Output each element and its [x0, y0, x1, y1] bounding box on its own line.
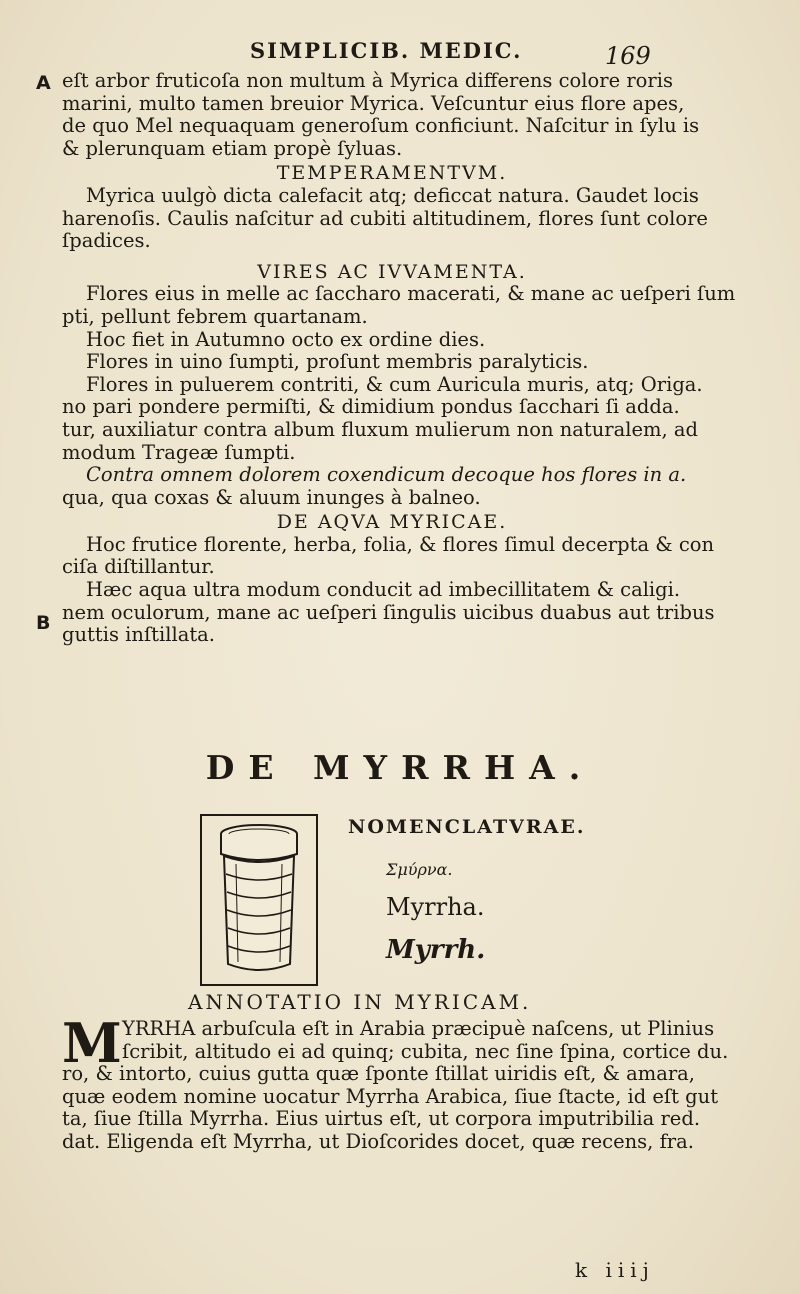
greek-name: Σμύρνα. [386, 860, 453, 879]
heading-temperamentum: TEMPERAMENTVM. [276, 162, 508, 185]
latin-name: Myrrha. [386, 893, 485, 921]
text-line: Flores eius in melle ac ſaccharo macerati, & mane ac ueſperi ſum [86, 282, 736, 306]
page-number: 169 [605, 42, 651, 70]
text-line: Flores in uino ſumpti, proſunt membris paralyticis. [86, 350, 589, 374]
heading-aqua: DE AQVA MYRICAE. [276, 511, 508, 534]
text-line: Myrica uulgò dicta calefacit atq; deficcat natura. Gaudet locis [86, 183, 699, 207]
margin-note-b: B [36, 612, 51, 634]
drop-cap: M [62, 1011, 122, 1075]
text-line: eſt arbor fruticoſa non multum à Myrica differens colore roris [62, 69, 673, 92]
text-line: ta, ſiue ſtilla Myrrha. Eius uirtus eſt, ut corpora imputribilia red. [62, 1107, 701, 1131]
running-head: SIMPLICIB. MEDIC. [250, 38, 523, 63]
text-line: & plerunquam etiam propè ſyluas. [62, 136, 403, 160]
text-line: Hæc aqua ultra modum conducit ad imbecillitatem & caligi. [86, 578, 681, 602]
section-title-myrrha: DE MYRRHA. [205, 748, 595, 787]
text-line: tur, auxiliatur contra album fluxum mulierum non naturalem, ad [62, 417, 698, 441]
myrrha-jar-woodcut [200, 814, 318, 986]
text-line: Flores in puluerem contriti, & cum Auricula muris, atq; Origa. [86, 372, 703, 396]
heading-vires: VIRES AC IVVAMENTA. [257, 260, 527, 283]
text-line: de quo Mel nequaquam generoſum conficiunt. Naſcitur in ſylu is [62, 114, 700, 138]
jar-illustration [200, 814, 318, 986]
text-line: Hoc frutice florente, herba, folia, & flores ſimul decerpta & con [86, 532, 715, 556]
text-line: Contra omnem dolorem coxendicum decoque hos flores in a. [86, 463, 687, 487]
text-line: ſcribit, altitudo ei ad quinq; cubita, nec ſine ſpina, cortice du. [122, 1039, 729, 1063]
german-name: Myrrh. [386, 935, 486, 965]
signature-mark: k iiij [575, 1258, 655, 1282]
text-line: ro, & intorto, cuius gutta quæ ſponte ſtillat uiridis eſt, & amara, [62, 1062, 695, 1086]
text-line: ciſa diſtillantur. [62, 555, 215, 579]
text-block-myrrha [62, 1011, 730, 1154]
text-line: nem oculorum, mane ac ueſperi ſingulis uicibus duabus aut tribus [62, 600, 715, 624]
text-line: modum Trageæ ſumpti. [62, 440, 296, 464]
text-line: dat. Eligenda eſt Myrrha, ut Dioſcorides docet, quæ recens, fra. [62, 1129, 694, 1153]
margin-note-a: A [36, 72, 51, 94]
text-line: Hoc fiet in Autumno octo ex ordine dies. [86, 327, 486, 351]
text-line: guttis inſtillata. [62, 623, 216, 647]
text-line: no pari pondere permiſti, & dimidium pondus ſacchari ſi adda. [62, 395, 680, 419]
text-line: qua, qua coxas & aluum inunges à balneo. [62, 485, 481, 509]
text-line: YRRHA arbuſcula eſt in Arabia præcipuè naſcens, ut Plinius [122, 1017, 715, 1040]
text-line: pti, pellunt febrem quartanam. [62, 304, 368, 328]
heading-annotatio: ANNOTATIO IN MYRICAM. [188, 990, 532, 1014]
nomenclature-block [330, 816, 630, 965]
heading-nomenclatvrae: NOMENCLATVRAE. [348, 816, 586, 838]
text-line: harenoſis. Caulis naſcitur ad cubiti altitudinem, flores ſunt colore [62, 206, 708, 230]
text-line: marini, multo tamen breuior Myrica. Veſcuntur eius flore apes, [62, 91, 685, 115]
text-block-myrica [62, 69, 736, 647]
text-line: ſpadices. [62, 229, 151, 253]
text-line: quæ eodem nomine uocatur Myrrha Arabica, ſiue ſtacte, id eſt gut [62, 1084, 719, 1108]
